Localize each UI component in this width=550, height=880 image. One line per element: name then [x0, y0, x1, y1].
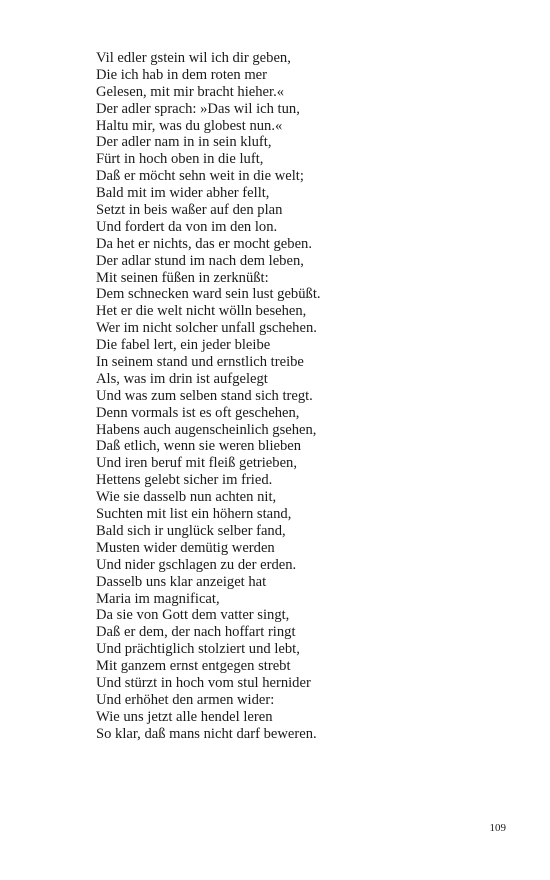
poem-line: Habens auch augenscheinlich gsehen, — [96, 421, 317, 438]
poem-line: Hettens gelebt sicher im fried. — [96, 472, 273, 489]
poem-line: Und iren beruf mit fleiß getrieben, — [96, 455, 297, 472]
poem-line: Wer im nicht solcher unfall gschehen. — [96, 320, 317, 337]
poem-line: Die fabel lert, ein jeder bleibe — [96, 337, 271, 354]
poem-line: Maria im magnificat, — [96, 590, 220, 607]
poem-line: Die ich hab in dem roten mer — [96, 66, 268, 83]
poem-line: Und prächtiglich stolziert und lebt, — [96, 641, 300, 658]
poem-line: Wie uns jetzt alle hendel leren — [96, 708, 273, 725]
poem-line: Het er die welt nicht wölln besehen, — [96, 303, 307, 320]
poem-line: Dem schnecken ward sein lust gebüßt. — [96, 286, 321, 303]
poem-line: Wie sie dasselb nun achten nit, — [96, 489, 277, 506]
poem-line: Vil edler gstein wil ich dir geben, — [96, 50, 291, 66]
poem-line: Daß er möcht sehn weit in die welt; — [96, 168, 304, 185]
poem-line: Daß etlich, wenn sie weren blieben — [96, 438, 302, 455]
poem-line: Musten wider demütig werden — [96, 539, 275, 556]
page-number: 109 — [489, 822, 506, 834]
poem-line: Fürt in hoch oben in die luft, — [96, 151, 264, 168]
poem-line: Mit seinen füßen in zerknüßt: — [96, 269, 269, 286]
poem-line: Und fordert da von im den lon. — [96, 218, 278, 235]
poem-line: Und erhöhet den armen wider: — [96, 691, 275, 708]
poem-line: So klar, daß mans nicht darf beweren. — [96, 725, 317, 742]
poem-line: Gelesen, mit mir bracht hieher.« — [96, 83, 285, 100]
poem-line: Mit ganzem ernst entgegen strebt — [96, 658, 291, 675]
poem-line: Bald sich ir unglück selber fand, — [96, 522, 286, 539]
poem-line: Daß er dem, der nach hoffart ringt — [96, 624, 296, 641]
poem-text — [96, 50, 496, 743]
poem-line: Und stürzt in hoch vom stul hernider — [96, 674, 311, 691]
poem-line: Setzt in beis waßer auf den plan — [96, 202, 283, 219]
poem-line: Der adler nam in in sein kluft, — [96, 134, 272, 151]
poem-line: Da sie von Gott dem vatter singt, — [96, 607, 290, 624]
poem-line: Denn vormals ist es oft geschehen, — [96, 404, 300, 421]
poem-line: Haltu mir, was du globest nun.« — [96, 117, 283, 134]
poem-line: Und nider gschlagen zu der erden. — [96, 556, 297, 573]
poem-line: Als, was im drin ist aufgelegt — [96, 370, 268, 387]
poem-line: Bald mit im wider abher fellt, — [96, 185, 270, 202]
poem-line: Und was zum selben stand sich tregt. — [96, 387, 313, 404]
poem-line: Dasselb uns klar anzeiget hat — [96, 573, 267, 590]
poem-line: Der adlar stund im nach dem leben, — [96, 252, 304, 269]
poem-line: Da het er nichts, das er mocht geben. — [96, 235, 312, 252]
poem-line: Suchten mit list ein höhern stand, — [96, 506, 292, 523]
poem-line: Der adler sprach: »Das wil ich tun, — [96, 100, 300, 117]
poem-line: In seinem stand und ernstlich treibe — [96, 354, 304, 371]
